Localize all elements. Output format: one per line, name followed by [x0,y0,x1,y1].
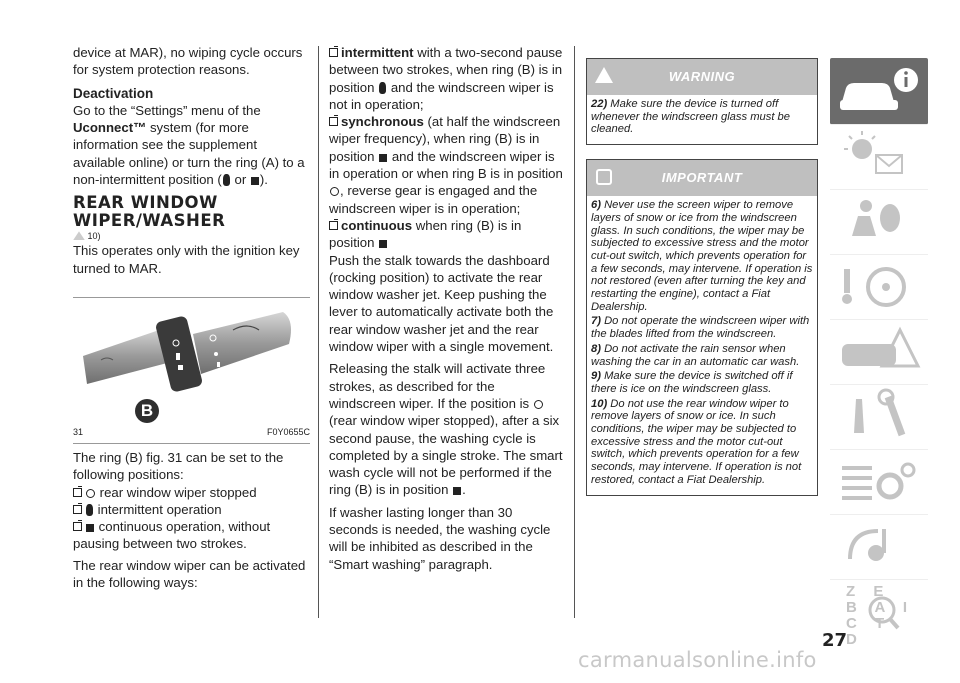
continuous-symbol-icon [86,524,94,532]
intro-text: device at MAR), no wiping cycle occurs for system protection reasons. [73,45,303,78]
note-item: 6) Never use the screen wiper to remove layers of snow or ice from the windscreen glass. In such conditions, the wiper may be subjected to excessive stress and the motor cut-out switch, which prevents operation for a few seconds, may intervene. If operation is not restored (even after turning the key and restarting the engine), contact a Fiat Dealership. [591,199,813,313]
note-item: 10) Do not use the rear window wiper to remove layers of snow or ice. In such conditions, the wiper may be subjected to excessive stress and the motor cut-out switch, which prevents operation for a few seconds, may intervene. If operation is not restored, contact a Fiat Dealership. [591,397,802,486]
wiper-stalk-illustration [73,298,310,423]
tab-lights-messages[interactable] [830,125,928,190]
push-text: Push the stalk towards the dashboard (rocking position) to activate the rear window washer jet. Keep pushing the lever to automatically activate both the rear window washer jet and the rear window wiper with a single movement. [329,252,554,355]
tools-icon [830,385,928,449]
watermark: carmanualsonline.info [578,648,817,672]
callout-b: B [135,399,159,423]
bullet-icon [73,505,82,514]
note-item: 9) Make sure the device is switched off if there is ice on the windscreen glass. [591,370,793,395]
important-box [586,159,818,495]
figure-caption [73,424,310,444]
continuous-symbol-icon [251,177,259,185]
column-left [73,44,310,591]
deactivation-heading: Deactivation [73,85,154,101]
figure-code: F0Y0655C [266,426,310,437]
bullet-icon [329,117,338,126]
mode-intermittent: intermittent with a two-second pause between two strokes, when ring (B) is in position and the windscreen wiper is not in operation; [329,45,563,112]
important-title: IMPORTANT [661,170,743,186]
section-reference: 10) [73,230,310,242]
car-info-icon [830,58,928,124]
tab-car-info[interactable] [830,58,928,125]
page-number: 27 [822,630,848,651]
tab-technical-data[interactable] [830,450,928,515]
position-item-3: continuous operation, without pausing between two strokes. [73,519,271,552]
activate-text: The rear window wiper can be activated in the following ways: [73,557,306,591]
column-divider [318,46,319,618]
warning-triangle-icon [830,320,928,384]
note-item: 7) Do not operate the windscreen wiper with the blades lifted from the windscreen. [591,315,810,341]
continuous-symbol-icon [379,240,387,248]
intermittent-symbol-icon [86,504,93,516]
stopped-symbol-icon [534,400,543,409]
stopped-symbol-icon [86,489,95,498]
mode-synchronous: synchronous (at half the windscreen wiper frequency), when ring (B) is in position and the windscreen wiper is in operation or when ring B is in position , reverse gear is engaged and the windscreen wiper is in operation; [329,114,563,216]
ring-text: The ring (B) fig. 31 can be set to the following positions: [73,449,284,483]
bullet-icon [329,48,338,57]
index-letters: Z E B A I C T D [846,583,912,648]
release-text: Releasing the stalk will activate three strokes, as described for the windscreen wiper. If the position is (rear window wiper stopped), after a six second pause, the washing cycle is completed by a single stroke. The smart wash cycle will not be performed if the ring (B) is in position . [329,361,563,498]
tab-safety[interactable] [830,190,928,255]
warning-title: WARNING [668,69,736,84]
section-text: This operates only with the ignition key turned to MAR. [73,243,300,276]
column-divider [574,46,575,618]
note-item: 8) Do not activate the rain sensor when washing the car in an automatic car wash. [591,342,800,368]
airbag-safety-icon [830,190,928,254]
section-title-rear-wiper: REAR WINDOW WIPER/WASHER [73,193,226,231]
intermittent-symbol-icon [223,174,230,186]
warning-box [586,58,818,145]
important-header [587,160,817,196]
intermittent-symbol-icon [379,82,386,94]
stopped-symbol-icon [330,187,339,196]
tab-starting-driving[interactable] [830,255,928,320]
position-item-1: rear window wiper stopped [73,484,310,501]
tab-multimedia[interactable] [830,515,928,580]
warning-body: 22) Make sure the device is turned off whenever the windscreen glass must be cleaned. [591,98,790,136]
bullet-icon [73,488,82,497]
warning-header [587,59,817,95]
figure-number: 31 [73,426,84,437]
bullet-icon [73,522,82,531]
uconnect-label: Uconnect™ [73,120,147,136]
multimedia-icon [830,515,928,579]
mode-continuous: continuous when ring (B) is in position [329,217,522,251]
column-middle [329,44,565,573]
important-body [587,196,817,494]
position-item-2: intermittent operation [73,501,310,518]
figure-31 [73,297,310,436]
steering-key-icon [830,255,928,319]
continuous-symbol-icon [379,154,387,162]
tab-emergency[interactable] [830,320,928,385]
tab-maintenance[interactable] [830,385,928,450]
deactivation-text: Go to the “Settings” menu of the Uconnect™ system (for more information see the supplement available online) or turn the ring (A) to a non-intermittent position ( or ). [73,102,305,188]
lights-messages-icon [830,125,928,189]
washer-text: If washer lasting longer than 30 seconds is needed, the washing cycle will be inhibited as described in the “Smart washing” paragraph. [329,504,551,572]
warning-reference-icon [73,231,85,240]
continuous-symbol-icon [453,487,461,495]
specs-gear-icon [830,450,928,514]
bullet-icon [329,221,338,230]
column-right [586,58,818,510]
